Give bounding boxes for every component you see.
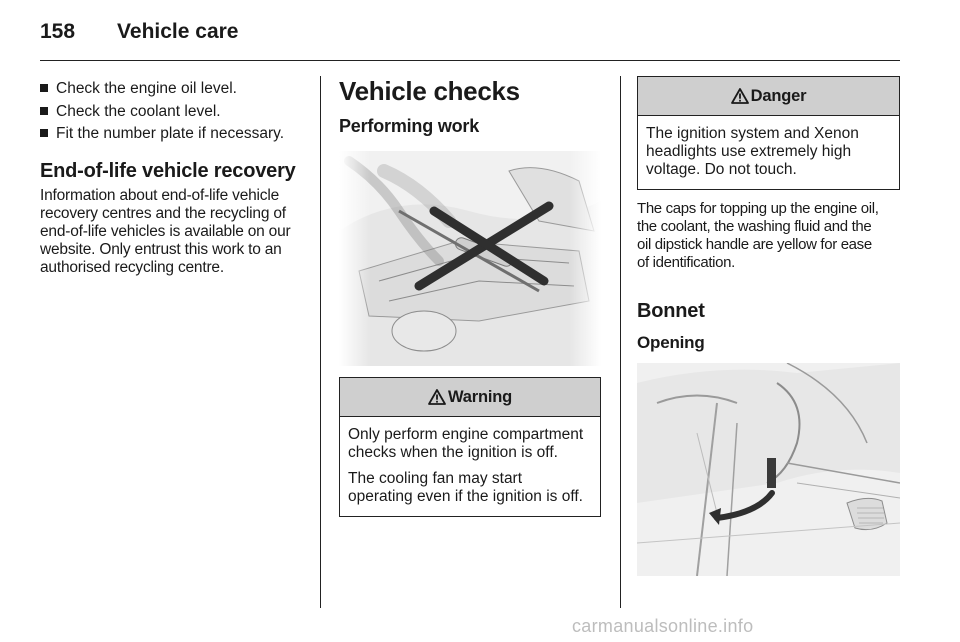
warning-body	[340, 417, 600, 516]
end-of-life-paragraph: Information about end-of-life vehicle recovery centres and the recycling of end-of-life vehicles is available on our website. Only entrust this work to an authorised recycling centre.	[40, 187, 291, 276]
bullet-square-icon	[40, 107, 48, 115]
caps-paragraph: The caps for topping up the engine oil, the coolant, the washing fluid and the oil dipstick handle are yellow for ease of identification.	[637, 200, 879, 271]
warning-title: Warning	[448, 387, 512, 406]
list-item: Check the engine oil level.	[40, 78, 304, 99]
opening-heading: Opening	[637, 333, 705, 352]
page-number: 158	[40, 20, 76, 43]
bullet-square-icon	[40, 129, 48, 137]
column-divider-2	[620, 76, 621, 608]
danger-title: Danger	[750, 86, 807, 105]
performing-work-heading: Performing work	[339, 116, 480, 136]
watermark: carmanualsonline.info	[572, 616, 754, 636]
column-left	[40, 78, 304, 277]
warning-paragraph: The cooling fan may start operating even if the ignition is off.	[348, 470, 583, 505]
bullet-square-icon	[40, 84, 48, 92]
list-item: Check the coolant level.	[40, 101, 304, 122]
danger-box	[637, 76, 900, 190]
column-middle	[339, 78, 601, 517]
checklist	[40, 78, 304, 144]
engine-illustration-svg	[339, 151, 601, 366]
warning-header	[340, 378, 600, 417]
list-item: Fit the number plate if necessary.	[40, 123, 304, 144]
warning-paragraph: Only perform engine compartment checks when the ignition is off.	[348, 426, 584, 461]
engine-compartment-illustration	[339, 151, 601, 366]
bonnet-release-illustration	[637, 363, 900, 576]
warning-triangle-icon	[731, 88, 749, 104]
danger-body	[638, 116, 899, 189]
danger-paragraph: The ignition system and Xenon headlights use extremely high voltage. Do not touch.	[646, 125, 859, 178]
warning-triangle-icon	[428, 389, 446, 405]
page-header	[40, 20, 238, 44]
header-rule	[40, 60, 900, 61]
column-divider-1	[320, 76, 321, 608]
column-right	[637, 78, 900, 576]
bonnet-illustration-svg	[637, 363, 900, 576]
warning-box	[339, 377, 601, 517]
section-title: Vehicle care	[117, 20, 239, 43]
vehicle-checks-title: Vehicle checks	[339, 76, 520, 106]
danger-header	[638, 77, 899, 116]
bonnet-heading: Bonnet	[637, 300, 705, 322]
end-of-life-heading: End-of-life vehicle recovery	[40, 160, 296, 182]
